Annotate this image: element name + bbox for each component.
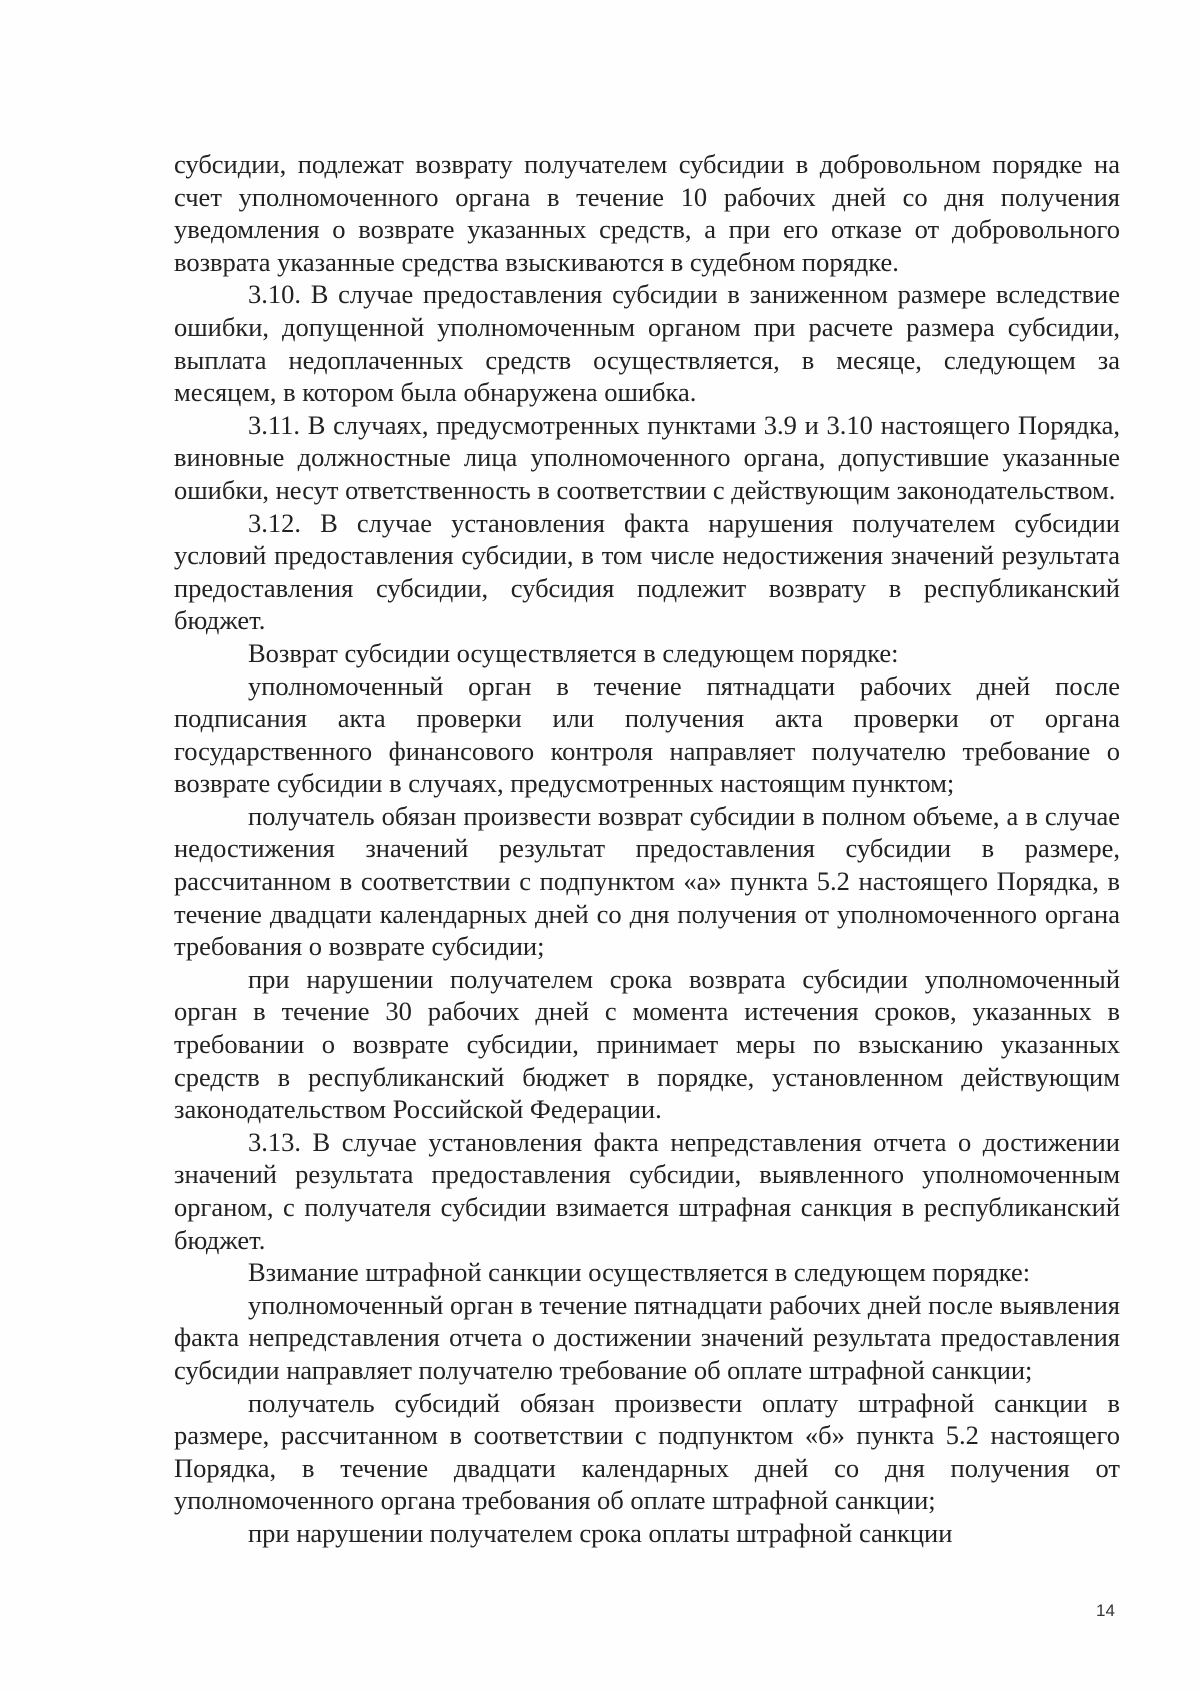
page-number: 14 [1096, 1601, 1115, 1620]
paragraph-3-10: 3.10. В случае предоставления субсидии в заниженном размере вследствие ошибки, допущенной уполномоченным органом при расчете размера субсидии, выплата недоплаченных средств осуществляется, в месяце, следующем за месяцем, в котором была обнаружена ошибка. [174, 279, 1120, 408]
paragraph-refund-step-1: уполномоченный орган в течение пятнадцати рабочих дней после подписания акта проверки или получения акта проверки от органа государственного финансового контроля направляет получателю требование о возврате субсидии в случаях, предусмотренных настоящим пунктом; [174, 670, 1120, 799]
paragraph-3-13: 3.13. В случае установления факта непредставления отчета о достижении значений результата предоставления субсидии, выявленного уполномоченным органом, с получателя субсидии взимается штрафная санкция в республиканский бюджет. [174, 1126, 1120, 1255]
paragraph-penalty-step-3: при нарушении получателем срока оплаты штрафной санкции [248, 1517, 953, 1548]
paragraph-penalty-step-1: уполномоченный орган в течение пятнадцати рабочих дней после выявления факта непредставления отчета о достижении значений результата предоставления субсидии направляет получателю требование об оплате штрафной санкции; [174, 1289, 1120, 1385]
paragraph-3-11: 3.11. В случаях, предусмотренных пунктами 3.9 и 3.10 настоящего Порядка, виновные должностные лица уполномоченного органа, допустившие указанные ошибки, несут ответственность в соответствии с действующим законодательством. [174, 409, 1120, 505]
paragraph-penalty-order: Взимание штрафной санкции осуществляется в следующем порядке: [248, 1257, 1031, 1288]
paragraph-refund-step-3: при нарушении получателем срока возврата субсидии уполномоченный орган в течение 30 рабочих дней с момента истечения сроков, указанных в требовании о возврате субсидии, принимает меры по взысканию указанных средств в республиканский бюджет в порядке, установленном действующим законодательством Российской Федерации. [174, 963, 1120, 1125]
paragraph-continuation: субсидии, подлежат возврату получателем субсидии в добровольном порядке на счет уполномоченного органа в течение 10 рабочих дней со дня получения уведомления о возврате указанных средств, а при его отказе от добровольного возврата указанные средства взыскиваются в судебном порядке. [174, 149, 1120, 277]
paragraph-penalty-step-2: получатель субсидий обязан произвести оплату штрафной санкции в размере, рассчитанном в соответствии с подпунктом «б» пункта 5.2 настоящего Порядка, в течение двадцати календарных дней со дня получения от уполномоченного органа требования об оплате штрафной санкции; [174, 1387, 1120, 1516]
document-body [174, 148, 1120, 1550]
paragraph-refund-step-2: получатель обязан произвести возврат субсидии в полном объеме, а в случае недостижения значений результат предоставления субсидии в размере, рассчитанном в соответствии с подпунктом «а» пункта 5.2 настоящего Порядка, в течение двадцати календарных дней со дня получения от уполномоченного органа требования о возврате субсидии; [174, 800, 1120, 962]
paragraph-refund-order: Возврат субсидии осуществляется в следующем порядке: [248, 637, 899, 668]
paragraph-3-12: 3.12. В случае установления факта нарушения получателем субсидии условий предоставления субсидии, в том числе недостижения значений результата предоставления субсидии, субсидия подлежит возврату в республиканский бюджет. [174, 507, 1120, 636]
